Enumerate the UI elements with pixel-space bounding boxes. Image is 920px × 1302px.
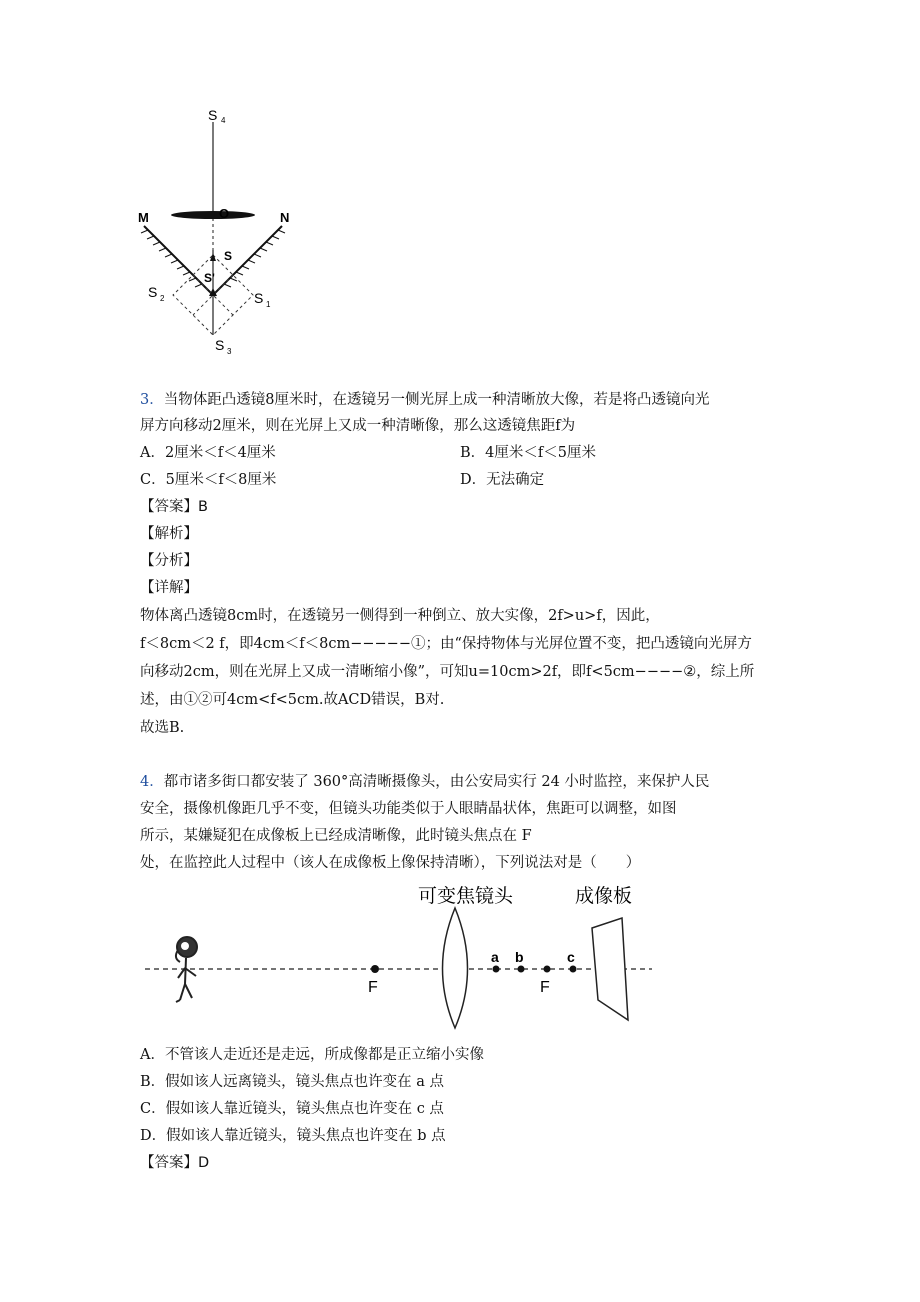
q3-detail-line4: 述，由①②可4cm<f<5cm.故ACD错误，B对. (140, 692, 445, 708)
q3-option-c: C．5厘米＜f＜8厘米 (140, 472, 277, 488)
q4-answer: 【答案】D (140, 1155, 210, 1171)
q3-detail-line1: 物体离凸透镜8cm时，在透镜另一侧得到一种倒立、放大实像，2f>u>f，因此， (140, 608, 660, 624)
label-imaging-board: 成像板 (575, 886, 633, 907)
q4-stem-line2: 安全，摄像机像距几乎不变，但镜头功能类似于人眼睛晶状体，焦距可以调整，如图 (140, 801, 677, 817)
label-S: S (224, 249, 233, 263)
label-N: N (280, 210, 290, 225)
q4-option-c: C．假如该人靠近镜头，镜头焦点也许变在 c 点 (140, 1101, 444, 1117)
svg-text:3: 3 (227, 347, 232, 356)
label-F-right: F (540, 979, 550, 996)
q3-number: 3． (140, 392, 164, 408)
label-M: M (138, 210, 149, 225)
label-variable-lens: 可变焦镜头 (418, 886, 514, 907)
label-S1: S (254, 290, 264, 306)
imaging-board-shape (592, 918, 628, 1020)
q4-option-a: A．不管该人走近还是走远，所成像都是正立缩小实像 (140, 1047, 484, 1063)
label-F-left: F (368, 979, 378, 996)
svg-text:4: 4 (221, 116, 226, 125)
label-c: c (567, 949, 575, 965)
label-a: a (491, 949, 499, 965)
q3-detail-line3: 向移动2cm，则在光屏上又成一清晰缩小像”，可知u=10cm>2f，即f<5cm−−−−②，综上所 (140, 664, 755, 680)
q4-stem-line1: 4．都市诸多街口都安装了 360°高清晰摄像头，由公安局实行 24 小时监控，来保护人民 (140, 774, 710, 790)
label-b: b (515, 949, 524, 965)
label-S3: S (215, 337, 225, 353)
q4-stem-line3: 所示，某嫌疑犯在成像板上已经成清晰像，此时镜头焦点在 F (140, 828, 532, 844)
q3-stem-line2: 屏方向移动2厘米，则在光屏上又成一种清晰像，那么这透镜焦距f为 (140, 418, 576, 434)
label-O: O (219, 206, 230, 221)
label-S4: S (208, 107, 218, 123)
q3-answer: 【答案】B (140, 499, 208, 515)
q3-option-a: A．2厘米＜f＜4厘米 (140, 445, 276, 461)
q3-analysis-heading: 【解析】 (140, 526, 198, 542)
label-S2: S (148, 284, 158, 300)
q4-option-b: B．假如该人远离镜头，镜头焦点也许变在 a 点 (140, 1074, 445, 1090)
q3-stem-line1: 3．当物体距凸透镜8厘米时，在透镜另一侧光屏上成一种清晰放大像，若是将凸透镜向光 (140, 392, 710, 408)
q3-detail-line5: 故选B. (140, 720, 185, 736)
q4-number: 4． (140, 774, 164, 790)
svg-text:2: 2 (160, 294, 165, 303)
label-S-prime: S' (204, 271, 215, 285)
q3-option-d: D．无法确定 (460, 472, 545, 488)
svg-text:1: 1 (266, 300, 271, 309)
q4-stem-line4: 处，在监控此人过程中（该人在成像板上像保持清晰），下列说法对是（ ） (140, 855, 641, 871)
q3-detail-line2: f＜8cm＜2 f，即4cm＜f＜8cm−−−−−①；由“保持物体与光屏位置不变，把凸透镜向光屏方 (140, 636, 752, 652)
q3-option-b: B．4厘米＜f＜5厘米 (460, 445, 596, 461)
variable-lens-shape (443, 908, 468, 1028)
q3-fenxi-heading: 【分析】 (140, 553, 198, 569)
camera-lens-diagram (140, 880, 660, 1030)
mirror-lens-diagram (130, 100, 310, 365)
q3-detail-heading: 【详解】 (140, 580, 198, 596)
q4-option-d: D．假如该人靠近镜头，镜头焦点也许变在 b 点 (140, 1128, 446, 1144)
lens-shape (171, 211, 255, 219)
